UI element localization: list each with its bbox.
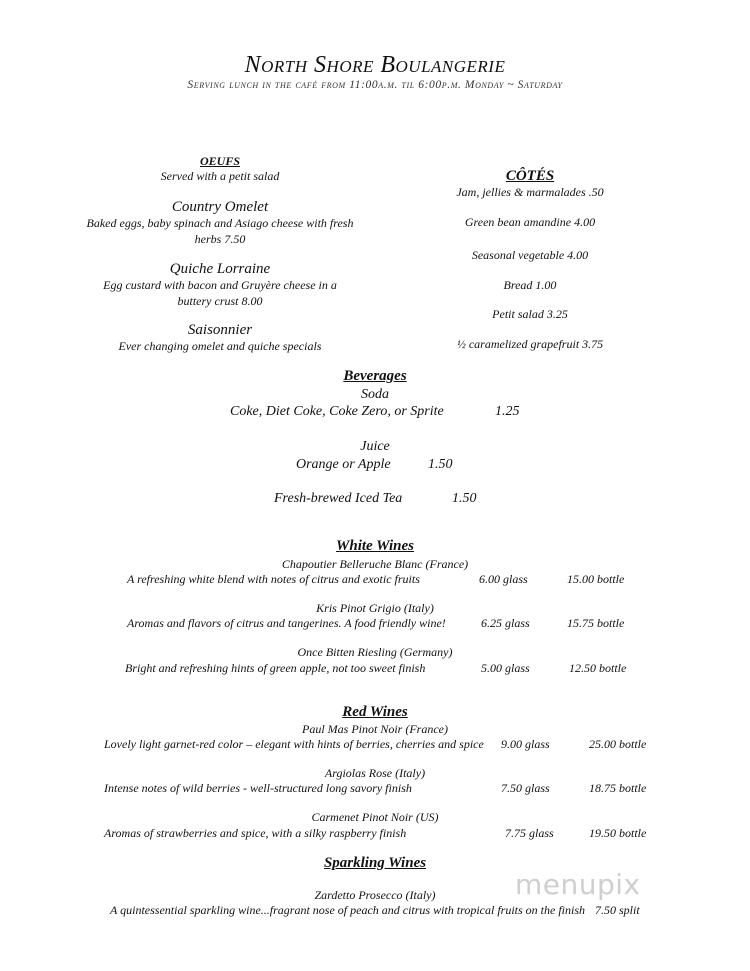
juice-label: Juice: [360, 439, 390, 454]
wine-name: Argiolas Rose (Italy): [324, 766, 426, 780]
wine-name: Zardetto Prosecco (Italy): [314, 888, 436, 902]
side-item: ½ caramelized grapefruit 3.75: [456, 337, 604, 351]
menupix-watermark: menupix: [515, 868, 641, 901]
restaurant-title: North Shore Boulangerie: [244, 52, 506, 78]
wine-glass-price: 7.75 glass: [505, 826, 554, 840]
juice-items: Orange or Apple: [296, 457, 391, 472]
wine-glass-price: 6.25 glass: [481, 616, 530, 630]
serving-hours: Serving lunch in the café from 11:00a.m. til 6:00p.m. Monday ~ Saturday: [187, 79, 563, 91]
wine-name: Paul Mas Pinot Noir (France): [302, 722, 448, 736]
wine-description: A refreshing white blend with notes of citrus and exotic fruits: [127, 572, 420, 586]
soda-price: 1.25: [495, 404, 520, 419]
wine-bottle-price: 15.00 bottle: [567, 572, 625, 586]
side-item: Bread 1.00: [503, 278, 557, 292]
wine-glass-price: 5.00 glass: [481, 661, 530, 675]
wine-description: Aromas and flavors of citrus and tangerines. A food friendly wine!: [127, 616, 446, 630]
wine-name: Once Bitten Riesling (Germany): [297, 645, 453, 659]
side-item: Petit salad 3.25: [492, 307, 568, 321]
dish-name: Quiche Lorraine: [169, 261, 271, 277]
wine-glass-price: 6.00 glass: [479, 572, 528, 586]
side-item: Seasonal vegetable 4.00: [471, 248, 589, 262]
oeufs-heading: OEUFS: [199, 154, 240, 168]
juice-price: 1.50: [428, 457, 453, 472]
white-wines-heading: White Wines: [336, 538, 414, 554]
wine-name: Chapoutier Belleruche Blanc (France): [281, 557, 469, 571]
soda-items: Coke, Diet Coke, Coke Zero, or Sprite: [230, 404, 444, 419]
wine-bottle-price: 15.75 bottle: [567, 616, 625, 630]
soda-label: Soda: [361, 387, 389, 402]
side-item: Green bean amandine 4.00: [464, 215, 596, 229]
wine-description: Bright and refreshing hints of green apple, not too sweet finish: [125, 661, 426, 675]
tea-items: Fresh-brewed Iced Tea: [274, 491, 403, 506]
wine-bottle-price: 25.00 bottle: [589, 737, 647, 751]
wine-description: Lovely light garnet-red color – elegant with hints of berries, cherries and spice: [104, 737, 484, 751]
beverages-heading: Beverages: [343, 368, 407, 384]
cotes-heading: CÔTÉS: [505, 168, 555, 184]
wine-name: Carmenet Pinot Noir (US): [311, 810, 439, 824]
wine-description: A quintessential sparkling wine...fragrant nose of peach and citrus with tropical fruits on the finish: [110, 903, 585, 917]
dish-description: Baked eggs, baby spinach and Asiago cheese with fresh herbs 7.50: [86, 216, 354, 246]
wine-glass-price: 9.00 glass: [501, 737, 550, 751]
red-wines-heading: Red Wines: [342, 704, 408, 720]
dish-name: Saisonnier: [187, 322, 253, 338]
wine-bottle-price: 19.50 bottle: [589, 826, 647, 840]
tea-price: 1.50: [452, 491, 477, 506]
wine-bottle-price: 18.75 bottle: [589, 781, 647, 795]
dish-name: Country Omelet: [171, 199, 269, 215]
wine-name: Kris Pinot Grigio (Italy): [316, 601, 434, 615]
wine-description: Aromas of strawberries and spice, with a silky raspberry finish: [104, 826, 407, 840]
wine-bottle-price: 12.50 bottle: [569, 661, 627, 675]
wine-description: Intense notes of wild berries - well-structured long savory finish: [104, 781, 412, 795]
wine-split-price: 7.50 split: [595, 903, 640, 917]
oeufs-note: Served with a petit salad: [160, 169, 280, 183]
sparkling-wines-heading: Sparkling Wines: [323, 855, 427, 871]
wine-glass-price: 7.50 glass: [501, 781, 550, 795]
dish-description: Egg custard with bacon and Gruyère cheese in a buttery crust 8.00: [103, 278, 337, 308]
dish-description: Ever changing omelet and quiche specials: [118, 339, 322, 353]
side-item: Jam, jellies & marmalades .50: [456, 185, 604, 199]
